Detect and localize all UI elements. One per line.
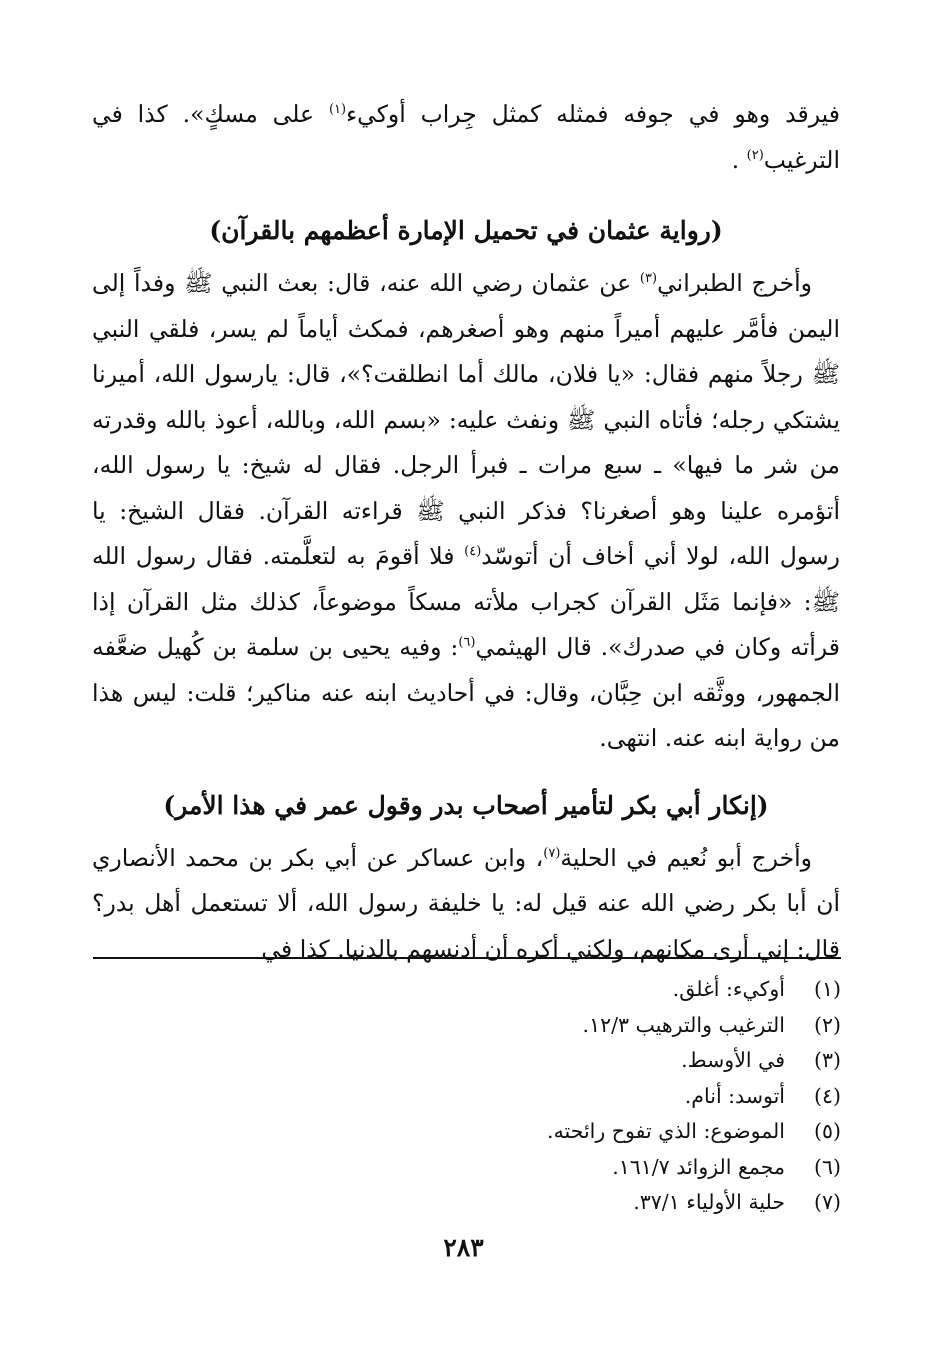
footnote-ref[interactable]: (٧) bbox=[543, 845, 561, 861]
footnote-item bbox=[93, 1043, 841, 1079]
page-number: ٢٨٣ bbox=[443, 1233, 484, 1262]
section-heading-abu-bakr: (إنكار أبي بكر لتأمير أصحاب بدر وقول عمر في هذا الأمر) bbox=[163, 790, 769, 820]
footnote-item bbox=[93, 1079, 841, 1115]
main-text-column bbox=[92, 92, 840, 972]
footnote-text: الترغيب والترهيب ١٢/٣. bbox=[582, 1012, 785, 1037]
paragraph-text: فيرقد وهو في جوفه فمثله كمثل جِراب أوكيء bbox=[346, 100, 840, 128]
footnote-separator bbox=[93, 957, 841, 959]
footnotes-list bbox=[93, 972, 841, 1221]
paragraph-text: : وفيه يحيى بن سلمة بن كُهيل ضعَّفه الجمهور، ووثَّقه ابن حِبَّان، وقال: في أحاديث ابنه عنه مناكير؛ قلت: ليس هذا من رواية ابنه عنه. انتهى. bbox=[92, 633, 840, 752]
footnote-number: (٧) bbox=[813, 1190, 841, 1214]
footnote-item bbox=[93, 972, 841, 1008]
paragraph-abu-bakr-narration bbox=[92, 836, 840, 973]
paragraph-text: ، وابن عساكر عن أبي بكر بن محمد الأنصاري أن أبا بكر رضي الله عنه قيل له: يا خليفة رسول الله، ألا تستعمل أهل بدر؟ قال: إني أرى مكانهم، ولكني أكره أن أدنسهم بالدنيا. كذا في bbox=[92, 843, 840, 963]
footnote-number: (١) bbox=[813, 977, 841, 1001]
footnote-ref[interactable]: (١) bbox=[328, 102, 347, 118]
footnote-ref[interactable]: (٣) bbox=[639, 271, 658, 287]
footnote-number: (٦) bbox=[813, 1154, 841, 1179]
footnote-item bbox=[93, 1150, 841, 1186]
paragraph-text: وأخرج الطبراني bbox=[657, 269, 812, 297]
footnote-number: (٢) bbox=[813, 1012, 841, 1037]
paragraph-uthman-narration bbox=[92, 261, 840, 762]
footnote-text: أوكيء: أغلق. bbox=[672, 977, 785, 1001]
footnote-item bbox=[93, 1114, 841, 1150]
footnote-text: الموضوع: الذي تفوح رائحته. bbox=[547, 1119, 785, 1143]
section-heading-uthman: (رواية عثمان في تحميل الإمارة أعظمهم بالقرآن) bbox=[209, 216, 723, 245]
footnote-item bbox=[93, 1185, 841, 1221]
paragraph-text: فلا أقومَ به لتعلَّمته. فقال رسول الله ﷺ: «فإنما مَثَل القرآن كجراب ملأته مسكاً موضوعاً، كذلك مثل القرآن إذا قرأته وكان في صدرك». قال الهيثمي bbox=[92, 542, 840, 661]
paragraph-continuation bbox=[92, 92, 840, 183]
footnote-item bbox=[93, 1008, 841, 1044]
footnote-text: أتوسد: أنام. bbox=[684, 1083, 785, 1108]
footnote-text: حلية الأولياء ٣٧/١. bbox=[633, 1190, 785, 1214]
footnote-number: (٥) bbox=[813, 1119, 841, 1143]
paragraph-text: . bbox=[731, 145, 747, 174]
footnote-number: (٤) bbox=[813, 1083, 841, 1108]
footnote-ref[interactable]: (٢) bbox=[746, 147, 764, 163]
footnote-text: مجمع الزوائد ١٦١/٧. bbox=[612, 1154, 785, 1179]
paragraph-text: عن عثمان رضي الله عنه، قال: بعث النبي ﷺ وفداً إلى اليمن فأمَّر عليهم أميراً منهم وهو أصغرهم، فمكث أياماً لم يسر، فلقي النبي ﷺ رجلاً منهم فقال: «يا فلان، مالك أما انطلقت؟»، قال: يارسول الله، أميرنا يشتكي رجله؛ فأتاه النبي ﷺ ونفث عليه: «بسم الله، وبالله، أعوذ بالله وقدرته من شر ما فيها» ـ سبع مرات ـ فبرأ الرجل. فقال له شيخ: يا رسول الله، أتؤمره علينا وهو أصغرنا؟ فذكر النبي ﷺ قراءته القرآن. فقال الشيخ: يا رسول الله، لولا أني أخاف أن أتوسّد bbox=[92, 269, 840, 570]
footnote-text: في الأوسط. bbox=[681, 1048, 785, 1072]
footnote-ref[interactable]: (٤) bbox=[464, 544, 482, 560]
footnote-number: (٣) bbox=[813, 1048, 841, 1072]
footnote-ref[interactable]: (٦) bbox=[458, 635, 476, 651]
paragraph-text: على مسكٍ». كذا في الترغيب bbox=[92, 100, 840, 174]
paragraph-text: وأخرج أبو نُعيم في الحلية bbox=[560, 843, 812, 872]
